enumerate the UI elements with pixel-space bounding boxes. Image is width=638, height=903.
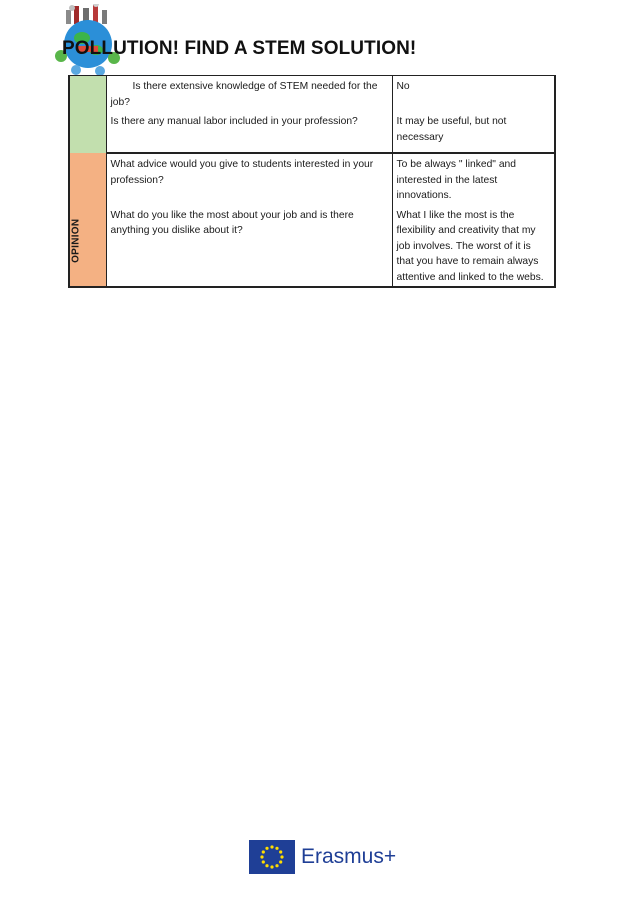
erasmus-plus-label: Erasmus+ <box>301 845 397 868</box>
question-text: Is there extensive knowledge of STEM needed for the job? <box>110 81 378 108</box>
question-text: What do you like the most about your job and is there anything you dislike about it? <box>110 209 354 236</box>
table-row <box>69 111 555 153</box>
eu-flag-icon <box>249 840 295 874</box>
answer-cell <box>392 205 555 288</box>
table-row <box>69 153 555 205</box>
answer-cell <box>392 111 555 153</box>
question-cell <box>106 153 392 205</box>
question-cell <box>106 76 392 112</box>
erasmus-footer <box>249 840 409 876</box>
question-cell <box>106 205 392 288</box>
answer-text: It may be useful, but not necessary <box>396 116 507 143</box>
table-row <box>69 205 555 288</box>
table-row <box>69 76 555 112</box>
answer-text: To be always " linked" and interested in the latest innovations. <box>396 159 516 201</box>
page-title: POLLUTION! FIND A STEM SOLUTION! <box>62 38 417 59</box>
question-text: Is there any manual labor included in your profession? <box>110 116 358 127</box>
answer-text: What I like the most is the flexibility and creativity that my job involves. The worst of it is that you have to remain always attentive and linked to the webs. <box>396 209 544 283</box>
interview-table <box>68 75 556 288</box>
question-cell <box>106 111 392 153</box>
question-text: What advice would you give to students interested in your profession? <box>110 159 374 186</box>
answer-cell <box>392 76 555 112</box>
answer-text: No <box>396 81 410 92</box>
category-cell-opinion <box>69 153 106 287</box>
answer-cell <box>392 153 555 205</box>
category-cell-green <box>69 76 106 154</box>
category-label: OPINION <box>70 218 82 263</box>
